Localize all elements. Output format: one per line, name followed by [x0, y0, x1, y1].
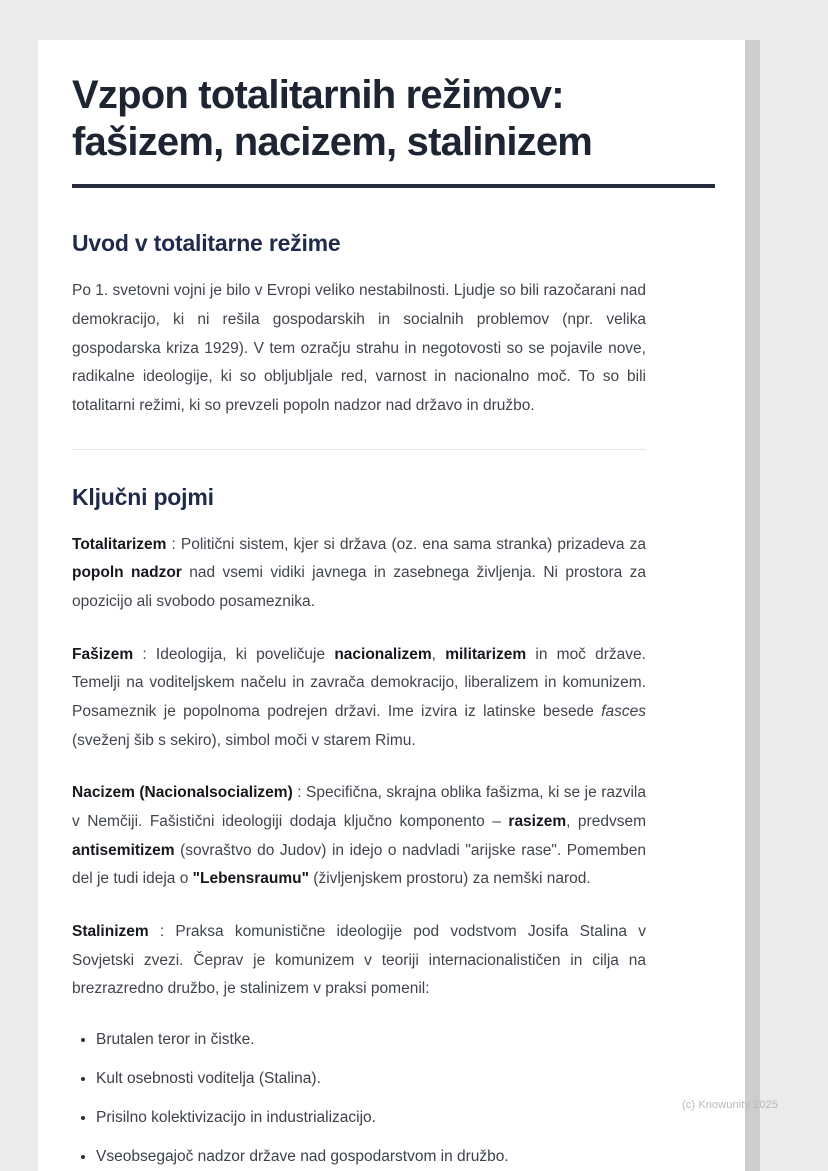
title-rule [72, 184, 715, 188]
term-paragraph-stalinizem: Stalinizem : Praksa komunistične ideologije pod vodstvom Josifa Stalina v Sovjetski zvezi. Čeprav je komunizem v teoriji internacionalističen in cilja na brezrazredno družbo, je stalinizem v praksi pomenil: [72, 923, 646, 998]
list-item: • Vseobsegajoč nadzor države nad gospodarstvom in družbo. [96, 1145, 656, 1169]
list-item: • Kult osebnosti voditelja (Stalina). [96, 1067, 656, 1091]
list-item: • Brutalen teror in čistke. [96, 1028, 656, 1052]
section-divider [72, 449, 646, 450]
term-paragraph-totalitarizem: Totalitarizem : Politični sistem, kjer si država (oz. ena sama stranka) prizadeva za popoln nadzor nad vsemi vidiki javnega in zasebnega življenja. Ni prostora za opozicijo ali svobodo posameznika. [72, 535, 646, 611]
document-content [38, 40, 745, 1171]
scrollbar[interactable] [745, 40, 760, 1171]
intro-paragraph: Po 1. svetovni vojni je bilo v Evropi veliko nestabilnosti. Ljudje so bili razočarani nad demokracijo, ki ni rešila gospodarskih in socialnih problemov (npr. velika gospodarska kriza 1929). V tem ozračju strahu in negotovosti so se pojavile nove, radikalne ideologije, ki so obljubljale red, varnost in nacionalno moč. To so bili totalitarni režimi, ki so prevzeli popoln nadzor nad državo in družbo. [72, 282, 646, 415]
list-item: • Prisilno kolektivizacijo in industrializacijo. [96, 1106, 656, 1130]
document-page [38, 40, 745, 1171]
section-heading-kljucni-pojmi: Ključni pojmi [72, 483, 214, 510]
copyright-watermark: (c) Knowunity 2025 [682, 1099, 778, 1111]
stalinizem-bullet-list [72, 1028, 656, 1169]
term-paragraph-fasizem: Fašizem : Ideologija, ki poveličuje nacionalizem, militarizem in moč države. Temelji na voditeljskem načelu in zavrača demokracijo, liberalizem in komunizem. Posameznik je popolnoma podrejen državi. Ime izvira iz latinske besede fasces (sveženj šib s sekiro), simbol moči v starem Rimu. [72, 645, 646, 749]
document-title: Vzpon totalitarnih režimov: fašizem, nacizem, stalinizem [72, 73, 593, 165]
section-heading-uvod: Uvod v totalitarne režime [72, 230, 341, 257]
term-paragraph-nacizem: Nacizem (Nacionalsocializem) : Specifična, skrajna oblika fašizma, ki se je razvila v Nemčiji. Fašistični ideologiji dodaja ključno komponento – rasizem, predvsem antisemitizem (sovraštvo do Judov) in idejo o nadvladi "arijske rase". Pomemben del je tudi ideja o "Lebensraumu" (življenjskem prostoru) za nemški narod. [72, 784, 646, 888]
